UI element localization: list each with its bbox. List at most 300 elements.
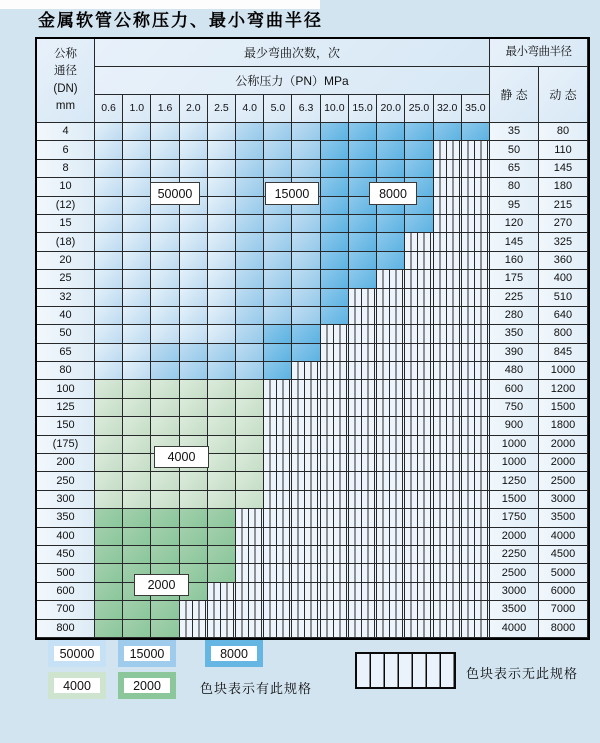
header-static: 静 态: [490, 67, 539, 123]
zone-cell-g1: [208, 436, 236, 454]
zone-cell-h: [321, 454, 349, 472]
zone-cell-b3: [377, 252, 405, 270]
zone-cell-h: [405, 380, 433, 398]
zone-cell-h: [434, 399, 462, 417]
dn-cell: 6: [37, 141, 95, 159]
zone-cell-h: [377, 472, 405, 490]
zone-cell-b2: [236, 141, 264, 159]
zone-cell-g2: [95, 583, 123, 601]
zone-cell-b3: [349, 252, 377, 270]
zone-cell-g1: [151, 380, 179, 398]
zone-cell-h: [462, 454, 490, 472]
dynamic-radius-cell: 325: [539, 233, 588, 251]
zone-cell-h: [462, 233, 490, 251]
zone-cell-g1: [236, 380, 264, 398]
zone-cell-b1: [180, 252, 208, 270]
zone-cell-h: [434, 344, 462, 362]
zone-cell-h: [405, 564, 433, 582]
zone-cell-h: [292, 399, 320, 417]
zone-cell-g1: [180, 417, 208, 435]
zone-cell-g1: [95, 472, 123, 490]
zone-cell-h: [264, 583, 292, 601]
zone-cell-h: [349, 472, 377, 490]
zone-cell-g2: [123, 620, 151, 638]
zone-cell-h: [292, 583, 320, 601]
zone-cell-g1: [236, 417, 264, 435]
zone-cell-g1: [180, 399, 208, 417]
dn-cell: 4: [37, 123, 95, 141]
zone-cell-b1: [95, 160, 123, 178]
dynamic-radius-cell: 3500: [539, 509, 588, 527]
legend-chip: 8000: [205, 640, 263, 667]
zone-cell-h: [377, 399, 405, 417]
dn-cell: 10: [37, 178, 95, 196]
zone-cell-b2: [180, 344, 208, 362]
zone-cell-h: [321, 380, 349, 398]
zone-cell-h: [349, 509, 377, 527]
zone-cell-g1: [95, 417, 123, 435]
page-title: 金属软管公称压力、最小弯曲半径: [38, 11, 323, 31]
zone-cell-b1: [151, 270, 179, 288]
static-radius-cell: 2500: [490, 564, 539, 582]
zone-cell-h: [349, 583, 377, 601]
zone-cell-b2: [236, 160, 264, 178]
zone-cell-h: [434, 307, 462, 325]
zone-cell-h: [349, 454, 377, 472]
header-dn-line: 通径: [54, 65, 77, 77]
zone-cell-b1: [95, 344, 123, 362]
zone-cell-g1: [208, 399, 236, 417]
zone-cell-h: [236, 564, 264, 582]
zone-cell-h: [405, 528, 433, 546]
zone-cell-b2: [236, 197, 264, 215]
static-radius-cell: 1500: [490, 491, 539, 509]
zone-cell-b1: [208, 197, 236, 215]
zone-cell-b2: [292, 270, 320, 288]
zone-cell-b1: [180, 307, 208, 325]
dn-cell: 350: [37, 509, 95, 527]
zone-cell-g1: [151, 491, 179, 509]
zone-cell-h: [405, 362, 433, 380]
zone-cell-h: [462, 141, 490, 159]
zone-cell-h: [405, 472, 433, 490]
static-radius-cell: 120: [490, 215, 539, 233]
zone-cell-h: [292, 601, 320, 619]
zone-cell-h: [434, 325, 462, 343]
zone-cell-b3: [321, 197, 349, 215]
dynamic-radius-cell: 3000: [539, 491, 588, 509]
zone-cell-b3: [377, 215, 405, 233]
zone-cell-g1: [123, 436, 151, 454]
zone-cell-h: [434, 417, 462, 435]
zone-cell-g2: [95, 546, 123, 564]
pressure-tick: 20.0: [377, 95, 405, 123]
dynamic-radius-cell: 5000: [539, 564, 588, 582]
zone-cell-b3: [349, 270, 377, 288]
dynamic-radius-cell: 6000: [539, 583, 588, 601]
zone-cell-h: [236, 546, 264, 564]
zone-cell-h: [462, 252, 490, 270]
zone-cell-b3: [405, 215, 433, 233]
zone-cell-h: [377, 436, 405, 454]
zone-cell-g2: [208, 546, 236, 564]
zone-cell-g2: [123, 601, 151, 619]
zone-cell-b3: [377, 123, 405, 141]
dn-cell: 125: [37, 399, 95, 417]
dynamic-radius-cell: 1800: [539, 417, 588, 435]
zone-cell-h: [405, 601, 433, 619]
zone-cell-h: [208, 583, 236, 601]
static-radius-cell: 2000: [490, 528, 539, 546]
static-radius-cell: 480: [490, 362, 539, 380]
zone-cell-b3: [377, 160, 405, 178]
zone-cell-g2: [95, 509, 123, 527]
zone-cell-b2: [264, 123, 292, 141]
zone-cell-g2: [95, 601, 123, 619]
pressure-tick: 2.0: [180, 95, 208, 123]
zone-cell-h: [434, 583, 462, 601]
zone-cell-b1: [208, 123, 236, 141]
zone-cell-b3: [377, 233, 405, 251]
zone-cell-h: [208, 620, 236, 638]
zone-cell-b3: [349, 160, 377, 178]
zone-cell-g2: [180, 528, 208, 546]
dynamic-radius-cell: 145: [539, 160, 588, 178]
dn-cell: 8: [37, 160, 95, 178]
cycle-count-label: 2000: [134, 574, 189, 596]
zone-cell-b1: [180, 233, 208, 251]
zone-cell-g1: [95, 399, 123, 417]
zone-cell-h: [462, 583, 490, 601]
zone-cell-b1: [151, 252, 179, 270]
zone-cell-g1: [208, 472, 236, 490]
zone-cell-h: [405, 233, 433, 251]
zone-cell-h: [292, 472, 320, 490]
zone-cell-h: [321, 362, 349, 380]
zone-cell-g1: [208, 417, 236, 435]
zone-cell-h: [377, 344, 405, 362]
static-radius-cell: 350: [490, 325, 539, 343]
hose-spec-table: [35, 37, 590, 640]
zone-cell-g1: [236, 399, 264, 417]
zone-cell-h: [434, 380, 462, 398]
dn-cell: 600: [37, 583, 95, 601]
zone-cell-h: [434, 178, 462, 196]
static-radius-cell: 2250: [490, 546, 539, 564]
zone-cell-g2: [151, 546, 179, 564]
zone-cell-b2: [151, 362, 179, 380]
dynamic-radius-cell: 215: [539, 197, 588, 215]
zone-cell-h: [292, 528, 320, 546]
zone-cell-b3: [349, 141, 377, 159]
zone-cell-g2: [123, 509, 151, 527]
zone-cell-h: [292, 454, 320, 472]
zone-cell-b2: [236, 362, 264, 380]
zone-cell-h: [377, 491, 405, 509]
zone-cell-h: [462, 380, 490, 398]
zone-cell-b1: [123, 325, 151, 343]
zone-cell-b1: [180, 141, 208, 159]
zone-cell-h: [349, 325, 377, 343]
zone-cell-b2: [236, 178, 264, 196]
zone-cell-h: [349, 417, 377, 435]
zone-cell-h: [462, 417, 490, 435]
dynamic-radius-cell: 8000: [539, 620, 588, 638]
cycle-count-label: 4000: [154, 446, 209, 468]
pressure-tick: 15.0: [349, 95, 377, 123]
zone-cell-b2: [236, 252, 264, 270]
zone-cell-h: [462, 601, 490, 619]
zone-cell-h: [462, 362, 490, 380]
zone-cell-b1: [208, 141, 236, 159]
zone-cell-g2: [208, 509, 236, 527]
static-radius-cell: 1000: [490, 454, 539, 472]
static-radius-cell: 80: [490, 178, 539, 196]
zone-cell-b1: [151, 141, 179, 159]
zone-cell-h: [405, 620, 433, 638]
dynamic-radius-cell: 180: [539, 178, 588, 196]
zone-cell-b3: [321, 160, 349, 178]
zone-cell-h: [349, 380, 377, 398]
zone-cell-g1: [208, 380, 236, 398]
zone-cell-h: [462, 436, 490, 454]
zone-cell-h: [434, 362, 462, 380]
pressure-tick: 5.0: [264, 95, 292, 123]
header-dn-line: mm: [55, 100, 76, 112]
zone-cell-h: [292, 509, 320, 527]
zone-cell-b1: [95, 325, 123, 343]
static-radius-cell: 3500: [490, 601, 539, 619]
dn-cell: (12): [37, 197, 95, 215]
zone-cell-h: [405, 491, 433, 509]
zone-cell-h: [321, 472, 349, 490]
zone-cell-b1: [208, 270, 236, 288]
zone-cell-b1: [95, 252, 123, 270]
dynamic-radius-cell: 4500: [539, 546, 588, 564]
zone-cell-b1: [208, 252, 236, 270]
zone-cell-b1: [180, 289, 208, 307]
zone-cell-h: [321, 417, 349, 435]
zone-cell-h: [321, 509, 349, 527]
zone-cell-h: [434, 270, 462, 288]
zone-cell-g1: [236, 454, 264, 472]
zone-cell-b1: [151, 307, 179, 325]
zone-cell-h: [264, 436, 292, 454]
zone-cell-b3: [321, 215, 349, 233]
zone-cell-g1: [208, 454, 236, 472]
zone-cell-b3: [405, 123, 433, 141]
zone-cell-b1: [123, 270, 151, 288]
zone-cell-h: [236, 583, 264, 601]
zone-cell-g2: [95, 620, 123, 638]
zone-cell-h: [236, 509, 264, 527]
zone-cell-h: [349, 399, 377, 417]
zone-cell-h: [462, 160, 490, 178]
zone-cell-h: [264, 399, 292, 417]
zone-cell-h: [264, 454, 292, 472]
zone-cell-h: [292, 436, 320, 454]
static-radius-cell: 600: [490, 380, 539, 398]
zone-cell-g1: [180, 491, 208, 509]
zone-cell-b2: [264, 233, 292, 251]
dynamic-radius-cell: 2500: [539, 472, 588, 490]
pressure-tick: 1.0: [123, 95, 151, 123]
zone-cell-b1: [95, 362, 123, 380]
zone-cell-h: [377, 417, 405, 435]
zone-cell-b2: [236, 325, 264, 343]
zone-cell-h: [377, 270, 405, 288]
zone-cell-b2: [264, 141, 292, 159]
zone-cell-b2: [151, 344, 179, 362]
zone-cell-h: [236, 601, 264, 619]
zone-cell-b2: [236, 344, 264, 362]
zone-cell-h: [180, 601, 208, 619]
static-radius-cell: 35: [490, 123, 539, 141]
legend-hatch-swatch: [355, 652, 456, 689]
zone-cell-b1: [123, 197, 151, 215]
zone-cell-h: [405, 454, 433, 472]
zone-cell-h: [349, 528, 377, 546]
zone-cell-b3: [321, 141, 349, 159]
zone-cell-h: [292, 546, 320, 564]
dn-cell: (18): [37, 233, 95, 251]
zone-cell-h: [405, 417, 433, 435]
dn-cell: 20: [37, 252, 95, 270]
pressure-tick: 35.0: [462, 95, 490, 123]
cycle-count-label: 15000: [265, 182, 319, 205]
dn-cell: 700: [37, 601, 95, 619]
zone-cell-b3: [264, 362, 292, 380]
legend-chip: 4000: [48, 672, 106, 699]
zone-cell-b1: [123, 178, 151, 196]
zone-cell-h: [349, 344, 377, 362]
dynamic-radius-cell: 640: [539, 307, 588, 325]
zone-cell-h: [434, 601, 462, 619]
zone-cell-g1: [123, 454, 151, 472]
dn-cell: 800: [37, 620, 95, 638]
zone-cell-b2: [292, 233, 320, 251]
zone-cell-b1: [180, 270, 208, 288]
zone-cell-g1: [123, 380, 151, 398]
zone-cell-g1: [95, 454, 123, 472]
zone-cell-h: [349, 546, 377, 564]
dynamic-radius-cell: 4000: [539, 528, 588, 546]
zone-cell-b1: [208, 233, 236, 251]
zone-cell-h: [321, 399, 349, 417]
dn-cell: 400: [37, 528, 95, 546]
dn-cell: 250: [37, 472, 95, 490]
header-dn-line: (DN): [53, 82, 78, 95]
zone-cell-h: [321, 546, 349, 564]
zone-cell-h: [264, 620, 292, 638]
zone-cell-h: [462, 325, 490, 343]
zone-cell-h: [377, 601, 405, 619]
zone-cell-h: [264, 528, 292, 546]
static-radius-cell: 750: [490, 399, 539, 417]
zone-cell-g2: [180, 546, 208, 564]
zone-cell-b1: [123, 362, 151, 380]
zone-cell-b1: [208, 325, 236, 343]
dynamic-radius-cell: 800: [539, 325, 588, 343]
zone-cell-g1: [95, 380, 123, 398]
zone-cell-h: [377, 620, 405, 638]
zone-cell-b2: [264, 270, 292, 288]
zone-cell-h: [434, 252, 462, 270]
zone-cell-b3: [264, 325, 292, 343]
zone-cell-b1: [208, 307, 236, 325]
zone-cell-h: [462, 491, 490, 509]
dn-cell: 25: [37, 270, 95, 288]
zone-cell-b2: [292, 289, 320, 307]
zone-cell-h: [377, 325, 405, 343]
zone-cell-h: [349, 491, 377, 509]
zone-cell-h: [321, 583, 349, 601]
zone-cell-b1: [180, 215, 208, 233]
zone-cell-b1: [151, 123, 179, 141]
zone-cell-h: [462, 307, 490, 325]
zone-cell-b1: [208, 215, 236, 233]
zone-cell-g2: [208, 528, 236, 546]
zone-cell-h: [434, 160, 462, 178]
zone-cell-h: [462, 289, 490, 307]
zone-cell-b1: [95, 123, 123, 141]
dynamic-radius-cell: 845: [539, 344, 588, 362]
zone-cell-g1: [236, 472, 264, 490]
zone-cell-h: [405, 252, 433, 270]
zone-cell-g1: [236, 436, 264, 454]
dn-cell: (175): [37, 436, 95, 454]
zone-cell-b1: [95, 178, 123, 196]
zone-cell-h: [405, 307, 433, 325]
dn-cell: 150: [37, 417, 95, 435]
zone-cell-g2: [180, 509, 208, 527]
zone-cell-b3: [349, 215, 377, 233]
zone-cell-b2: [236, 289, 264, 307]
zone-cell-h: [405, 325, 433, 343]
dynamic-radius-cell: 7000: [539, 601, 588, 619]
dn-cell: 15: [37, 215, 95, 233]
zone-cell-h: [264, 564, 292, 582]
zone-cell-h: [292, 564, 320, 582]
zone-cell-b1: [151, 325, 179, 343]
cycle-count-label: 8000: [369, 182, 417, 205]
zone-cell-h: [434, 528, 462, 546]
header-dynamic: 动 态: [539, 67, 588, 123]
zone-cell-h: [377, 564, 405, 582]
static-radius-cell: 1000: [490, 436, 539, 454]
zone-cell-h: [377, 528, 405, 546]
zone-cell-h: [349, 601, 377, 619]
dynamic-radius-cell: 2000: [539, 436, 588, 454]
zone-cell-g2: [123, 546, 151, 564]
zone-cell-g1: [123, 472, 151, 490]
zone-cell-b2: [180, 362, 208, 380]
dynamic-radius-cell: 400: [539, 270, 588, 288]
zone-cell-g1: [180, 472, 208, 490]
zone-cell-h: [434, 436, 462, 454]
legend-chip: 15000: [118, 640, 176, 667]
zone-cell-h: [321, 325, 349, 343]
zone-cell-h: [462, 472, 490, 490]
zone-cell-b3: [321, 270, 349, 288]
zone-cell-h: [349, 362, 377, 380]
zone-cell-b2: [264, 289, 292, 307]
zone-cell-g1: [151, 472, 179, 490]
zone-cell-h: [462, 178, 490, 196]
zone-cell-b2: [264, 215, 292, 233]
zone-cell-h: [405, 583, 433, 601]
zone-cell-b2: [292, 252, 320, 270]
